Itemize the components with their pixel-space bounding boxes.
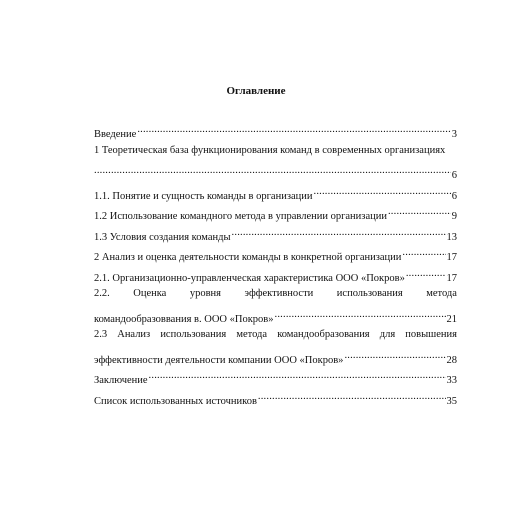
toc-leader-dots: [275, 308, 446, 322]
toc-entry-label: 1.3 Условия создания команды: [94, 231, 231, 243]
toc-entry-1-1: [94, 185, 457, 206]
toc-page-number: 17: [446, 272, 457, 284]
table-of-contents: [94, 123, 457, 410]
toc-entry-introduction: [94, 123, 457, 144]
toc-leader-dots: [258, 390, 446, 404]
toc-page-number: 35: [446, 395, 457, 407]
toc-word: 2.2.: [94, 288, 110, 299]
toc-word: использования: [336, 288, 403, 299]
toc-leader-dots: [388, 205, 451, 219]
toc-word: метода: [236, 329, 268, 340]
toc-page-number: 21: [446, 313, 457, 325]
toc-word: использования: [160, 329, 227, 340]
toc-word: эффективности: [244, 288, 314, 299]
toc-entry-label: 1.1. Понятие и сущность команды в организации: [94, 190, 313, 202]
toc-page-number: 3: [451, 129, 457, 140]
toc-entry-2-2-line2: [94, 308, 457, 329]
toc-entry-label: 1 Теоретическая база функционирования команд в современных организациях: [94, 144, 446, 156]
toc-page-number: 28: [446, 354, 457, 366]
toc-leader-dots: [149, 369, 446, 383]
toc-leader-dots: [406, 267, 446, 281]
toc-leader-dots: [344, 349, 445, 363]
toc-page-number: 6: [451, 170, 457, 181]
toc-entry-label: 2.1. Организационно-управленческая характеристика ООО «Покров»: [94, 272, 405, 284]
toc-word: командообразования: [277, 329, 370, 340]
toc-leader-dots: [137, 123, 450, 137]
toc-leader-dots: [232, 226, 446, 240]
toc-entry-conclusion: [94, 369, 457, 390]
toc-page-number: 13: [446, 231, 457, 243]
toc-leader-dots: [314, 185, 451, 199]
toc-entry-2-3-line2: [94, 349, 457, 370]
toc-entry-1-3: [94, 226, 457, 247]
toc-entry-label: эффективности деятельности компании ООО «Покров»: [94, 354, 344, 366]
toc-entry-1-2: [94, 205, 457, 226]
toc-word: 2.3: [94, 329, 108, 340]
toc-word: метода: [426, 288, 457, 299]
toc-word: уровня: [189, 288, 222, 299]
page-title: Оглавление: [226, 85, 286, 97]
toc-entry-label: 1.2 Использование командного метода в управлении организации: [94, 211, 387, 222]
toc-page-number: 6: [451, 190, 457, 202]
toc-entry-2-1: [94, 267, 457, 288]
toc-entry-label: Заключение: [94, 375, 148, 386]
toc-word: Анализ: [117, 329, 151, 340]
toc-entry-2-2-line1: [94, 287, 457, 308]
toc-word: для: [379, 329, 396, 340]
toc-word: повышения: [405, 329, 457, 340]
toc-leader-dots: [402, 246, 445, 260]
toc-page-number: 9: [451, 211, 457, 222]
toc-word: Оценка: [133, 288, 167, 299]
toc-entry-chapter-2: [94, 246, 457, 267]
toc-entry-references: [94, 390, 457, 411]
toc-entry-label: Введение: [94, 129, 137, 140]
toc-entry-label: 2 Анализ и оценка деятельности команды в конкретной организации: [94, 252, 402, 263]
toc-leader-dots: [94, 164, 451, 178]
toc-entry-2-3-line1: [94, 328, 457, 349]
toc-page-number: 17: [446, 252, 457, 263]
toc-page-number: 33: [446, 375, 457, 386]
toc-entry-label: Список использованных источников: [94, 395, 257, 407]
toc-entry-chapter-1-line1: [94, 144, 457, 165]
toc-entry-label: командообразоввания в. ООО «Покров»: [94, 313, 274, 325]
toc-entry-chapter-1-line2: [94, 164, 457, 185]
